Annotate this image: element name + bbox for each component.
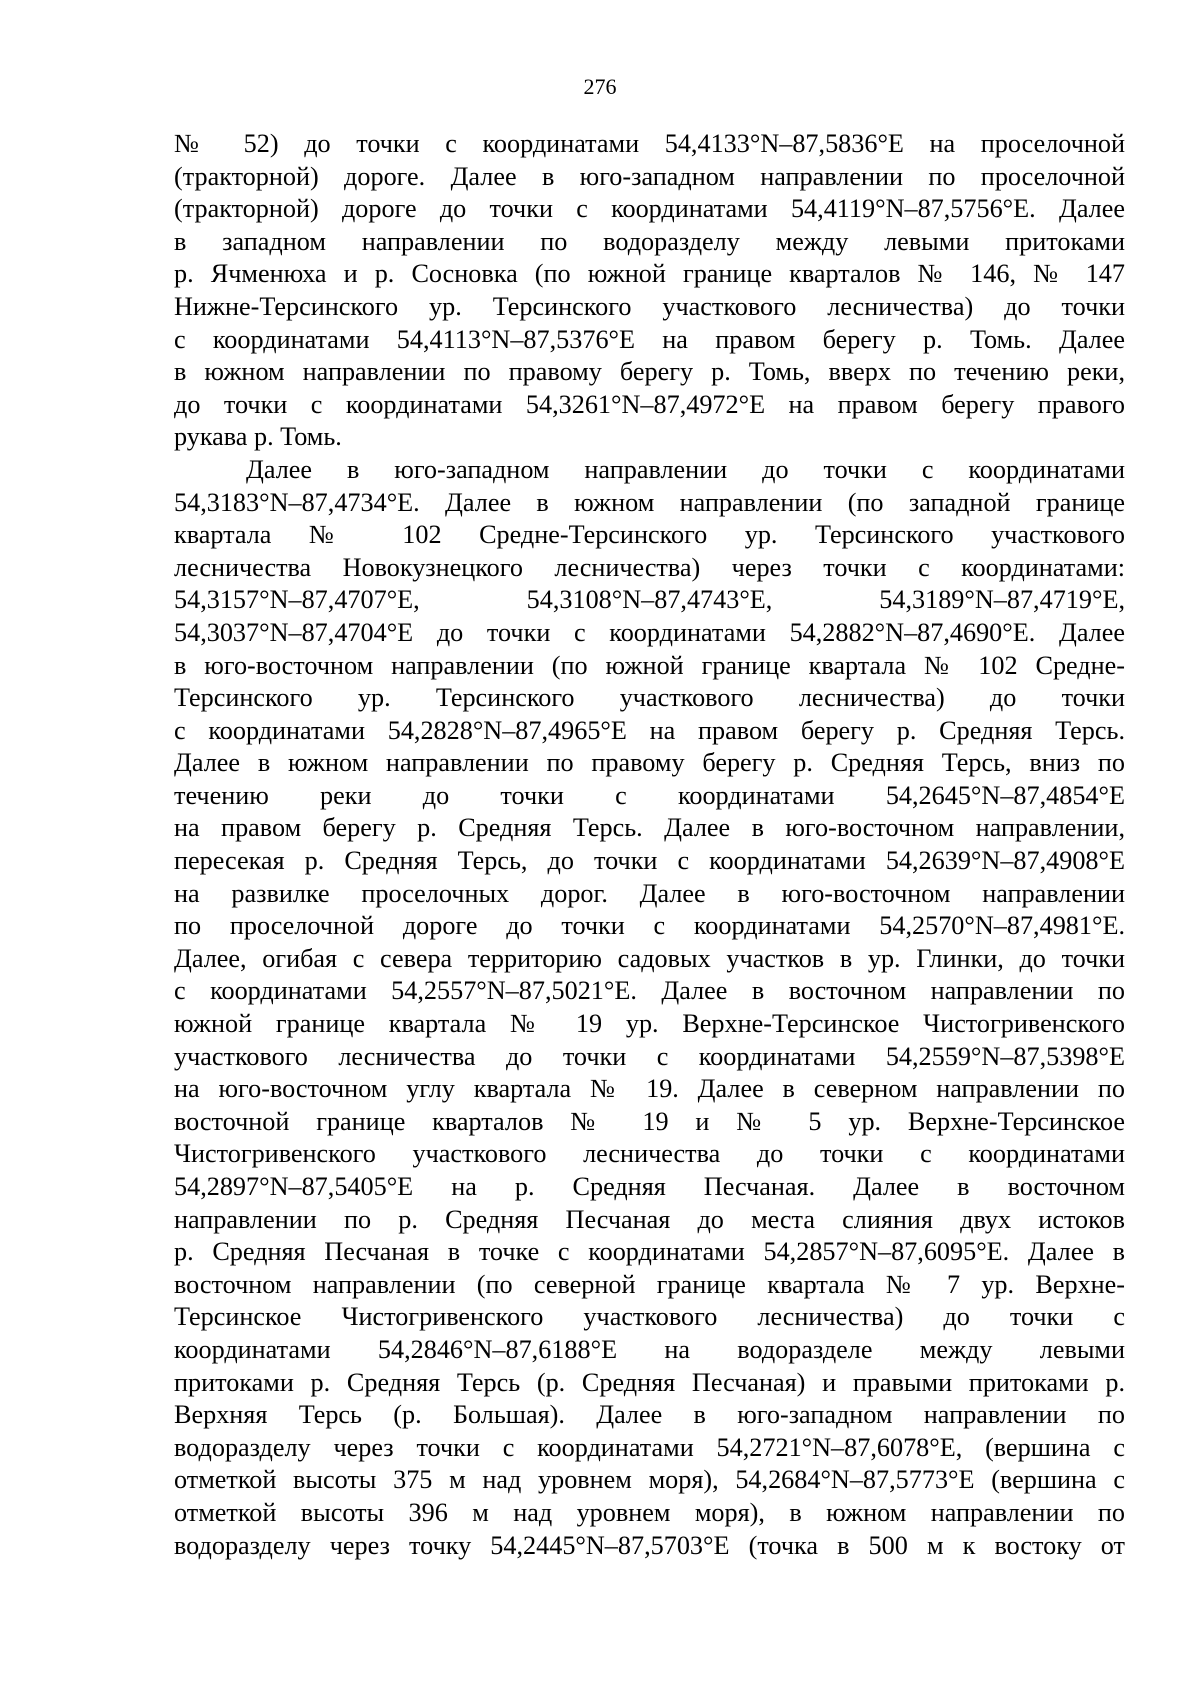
text-line: южной границе квартала № 19 ур. Верхне-Терсинское Чистогривенского — [174, 1009, 1125, 1039]
text-line: Верхняя Терсь (р. Большая). Далее в юго-западном направлении по — [174, 1400, 1125, 1430]
text-line: в юго-восточном направлении (по южной границе квартала № 102 Средне- — [174, 650, 1125, 680]
text-line: отметкой высоты 375 м над уровнем моря), 54,2684°N–87,5773°E (вершина с — [174, 1465, 1125, 1495]
text-line: пересекая р. Средняя Терсь, до точки с координатами 54,2639°N–87,4908°E — [174, 846, 1125, 876]
text-line: квартала № 102 Средне-Терсинского ур. Терсинского участкового — [174, 520, 1125, 550]
text-line: 54,3183°N–87,4734°E. Далее в южном направлении (по западной границе — [174, 487, 1125, 517]
text-line: с координатами 54,4113°N–87,5376°E на правом берегу р. Томь. Далее — [174, 324, 1125, 354]
text-line: р. Ячменюха и р. Сосновка (по южной границе кварталов № 146, № 147 — [174, 259, 1125, 289]
text-line: на правом берегу р. Средняя Терсь. Далее в юго-восточном направлении, — [174, 813, 1125, 843]
paragraph-2 — [174, 454, 1125, 1562]
text-line: направлении по р. Средняя Песчаная до места слияния двух истоков — [174, 1204, 1125, 1234]
text-line: на развилке проселочных дорог. Далее в юго-восточном направлении — [174, 878, 1125, 908]
text-line: лесничества Новокузнецкого лесничества) через точки с координатами: — [174, 552, 1125, 582]
text-line: в западном направлении по водоразделу между левыми притоками — [174, 226, 1125, 256]
text-line: 54,2897°N–87,5405°E на р. Средняя Песчаная. Далее в восточном — [174, 1172, 1125, 1201]
text-line: притоками р. Средняя Терсь (р. Средняя Песчаная) и правыми притоками р. — [174, 1367, 1125, 1397]
text-line: Чистогривенского участкового лесничества до точки с координатами — [174, 1139, 1125, 1169]
page-number: 276 — [583, 74, 617, 99]
text-line: № 52) до точки с координатами 54,4133°N–87,5836°E на проселочной — [174, 129, 1125, 158]
text-line: с координатами 54,2557°N–87,5021°E. Далее в восточном направлении по — [174, 976, 1125, 1006]
document-body — [174, 128, 1125, 1562]
text-line: Далее в юго-западном направлении до точки с координатами — [246, 454, 1125, 484]
text-line: до точки с координатами 54,3261°N–87,4972°E на правом берегу правого — [174, 389, 1125, 419]
text-line: водоразделу через точку 54,2445°N–87,5703°E (точка в 500 м к востоку от — [174, 1530, 1125, 1560]
text-line: участкового лесничества до точки с координатами 54,2559°N–87,5398°E — [174, 1041, 1125, 1071]
text-line: 54,3037°N–87,4704°E до точки с координатами 54,2882°N–87,4690°E. Далее — [174, 617, 1125, 647]
text-line: течению реки до точки с координатами 54,2645°N–87,4854°E — [174, 780, 1125, 810]
text-line: Терсинского ур. Терсинского участкового лесничества) до точки — [174, 683, 1125, 713]
text-line: Далее, огибая с севера территорию садовых участков в ур. Глинки, до точки — [174, 943, 1125, 973]
text-line: на юго-восточном углу квартала № 19. Далее в северном направлении по — [174, 1074, 1125, 1104]
text-line: (тракторной) дороге. Далее в юго-западном направлении по проселочной — [174, 161, 1125, 191]
text-line: координатами 54,2846°N–87,6188°E на водоразделе между левыми — [174, 1334, 1125, 1364]
text-line: 54,3157°N–87,4707°E, 54,3108°N–87,4743°E, 54,3189°N–87,4719°E, — [174, 585, 1125, 615]
text-line: Терсинское Чистогривенского участкового лесничества) до точки с — [174, 1302, 1125, 1332]
text-line: (тракторной) дороге до точки с координатами 54,4119°N–87,5756°E. Далее — [174, 194, 1125, 224]
text-line: с координатами 54,2828°N–87,4965°E на правом берегу р. Средняя Терсь. — [174, 715, 1125, 745]
text-line: Далее в южном направлении по правому берегу р. Средняя Терсь, вниз по — [174, 748, 1125, 778]
text-line: водоразделу через точки с координатами 54,2721°N–87,6078°E, (вершина с — [174, 1432, 1125, 1462]
text-line: р. Средняя Песчаная в точке с координатами 54,2857°N–87,6095°E. Далее в — [174, 1237, 1125, 1267]
text-line: восточной границе кварталов № 19 и № 5 ур. Верхне-Терсинское — [174, 1106, 1125, 1136]
text-line: отметкой высоты 396 м над уровнем моря), в южном направлении по — [174, 1497, 1125, 1527]
paragraph-1 — [174, 128, 1125, 454]
text-line: рукава р. Томь. — [174, 422, 342, 452]
text-line: по проселочной дороге до точки с координатами 54,2570°N–87,4981°E. — [174, 911, 1125, 941]
text-line: восточном направлении (по северной границе квартала № 7 ур. Верхне- — [174, 1269, 1125, 1299]
text-line: в южном направлении по правому берегу р. Томь, вверх по течению реки, — [174, 357, 1125, 387]
text-line: Нижне-Терсинского ур. Терсинского участкового лесничества) до точки — [174, 291, 1125, 321]
